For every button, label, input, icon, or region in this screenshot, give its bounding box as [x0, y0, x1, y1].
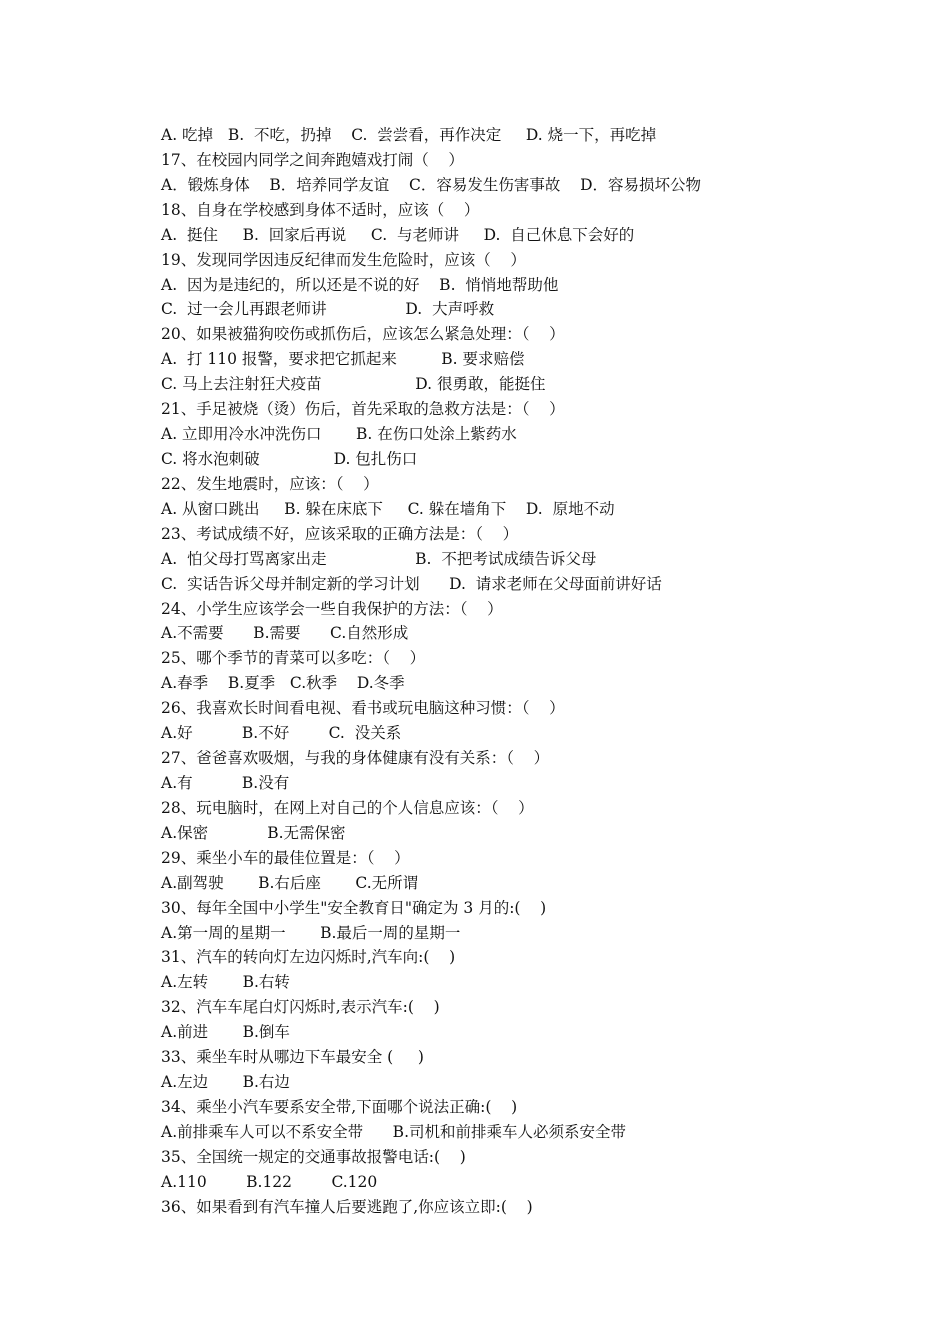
options-33: A.左边 B.右边: [161, 1073, 290, 1092]
question-24: 24、小学生应该学会一些自我保护的方法：（ ）: [161, 599, 503, 618]
options-28: A.保密 B.无需保密: [161, 823, 346, 842]
question-21: 21、手足被烧（烫）伤后，首先采取的急救方法是：（ ）: [161, 400, 565, 419]
question-18: 18、自身在学校感到身体不适时，应该（ ）: [161, 200, 480, 219]
options-31: A.左转 B.右转: [161, 973, 290, 992]
question-31: 31、汽车的转向灯左边闪烁时,汽车向:( ): [161, 948, 456, 967]
options-20-c-d: C. 马上去注射狂犬疫苗 D. 很勇敢，能挺住: [161, 375, 546, 394]
document-body: [161, 123, 801, 1220]
options-21-a-b: A. 立即用冷水冲洗伤口 B. 在伤口处涂上紫药水: [161, 425, 517, 444]
options-24: A.不需要 B.需要 C.自然形成: [161, 624, 409, 643]
options-35: A.110 B.122 C.120: [161, 1172, 378, 1191]
options-18: A. 挺住 B. 回家后再说 C. 与老师讲 D. 自己休息下会好的: [161, 225, 635, 244]
question-25: 25、哪个季节的青菜可以多吃：（ ）: [161, 649, 426, 668]
options-22: A. 从窗口跳出 B. 躲在床底下 C. 躲在墙角下 D. 原地不动: [161, 499, 615, 518]
options-23-a-b: A. 怕父母打骂离家出走 B. 不把考试成绩告诉父母: [161, 549, 597, 568]
question-33: 33、乘坐车时从哪边下车最安全 ( ): [161, 1048, 424, 1067]
option-line: A. 吃掉 B. 不吃，扔掉 C. 尝尝看，再作决定 D. 烧一下，再吃掉: [161, 126, 657, 144]
options-19-c-d: C. 过一会儿再跟老师讲 D. 大声呼救: [161, 300, 495, 319]
question-32: 32、汽车车尾白灯闪烁时,表示汽车:( ): [161, 998, 440, 1017]
options-29: A.副驾驶 B.右后座 C.无所谓: [161, 873, 419, 892]
options-32: A.前进 B.倒车: [161, 1023, 290, 1042]
options-34: A.前排乘车人可以不系安全带 B.司机和前排乘车人必须系安全带: [161, 1122, 627, 1141]
question-29: 29、乘坐小车的最佳位置是：（ ）: [161, 848, 410, 867]
question-20: 20、如果被猫狗咬伤或抓伤后，应该怎么紧急处理：（ ）: [161, 325, 565, 344]
question-22: 22、发生地震时，应该：（ ）: [161, 474, 379, 493]
options-25: A.春季 B.夏季 C.秋季 D.冬季: [161, 674, 405, 693]
options-27: A.有 B.没有: [161, 773, 290, 792]
question-26: 26、我喜欢长时间看电视、看书或玩电脑这种习惯：（ ）: [161, 699, 565, 718]
options-23-c-d: C. 实话告诉父母并制定新的学习计划 D. 请求老师在父母面前讲好话: [161, 574, 662, 593]
question-36: 36、如果看到有汽车撞人后要逃跑了,你应该立即:( ): [161, 1197, 533, 1216]
options-30: A.第一周的星期一 B.最后一周的星期一: [161, 923, 461, 942]
question-27: 27、爸爸喜欢吸烟，与我的身体健康有没有关系：（ ）: [161, 749, 550, 768]
question-30: 30、每年全国中小学生"安全教育日"确定为 3 月的:( ): [161, 898, 547, 917]
question-28: 28、玩电脑时，在网上对自己的个人信息应该：（ ）: [161, 798, 534, 817]
question-17: 17、在校园内同学之间奔跑嬉戏打闹（ ）: [161, 150, 464, 169]
options-21-c-d: C. 将水泡刺破 D. 包扎伤口: [161, 449, 418, 468]
options-17: A．锻炼身体 B．培养同学友谊 C．容易发生伤害事故 D．容易损坏公物: [161, 175, 701, 194]
question-19: 19、发现同学因违反纪律而发生危险时，应该（ ）: [161, 250, 526, 269]
options-26: A.好 B.不好 C. 没关系: [161, 724, 402, 743]
question-23: 23、考试成绩不好，应该采取的正确方法是：（ ）: [161, 524, 519, 543]
options-20-a-b: A. 打 110 报警，要求把它抓起来 B. 要求赔偿: [161, 350, 525, 369]
options-19-a-b: A. 因为是违纪的，所以还是不说的好 B. 悄悄地帮助他: [161, 275, 559, 294]
question-35: 35、全国统一规定的交通事故报警电话:( ): [161, 1147, 466, 1166]
question-34: 34、乘坐小汽车要系安全带,下面哪个说法正确:( ): [161, 1097, 518, 1116]
